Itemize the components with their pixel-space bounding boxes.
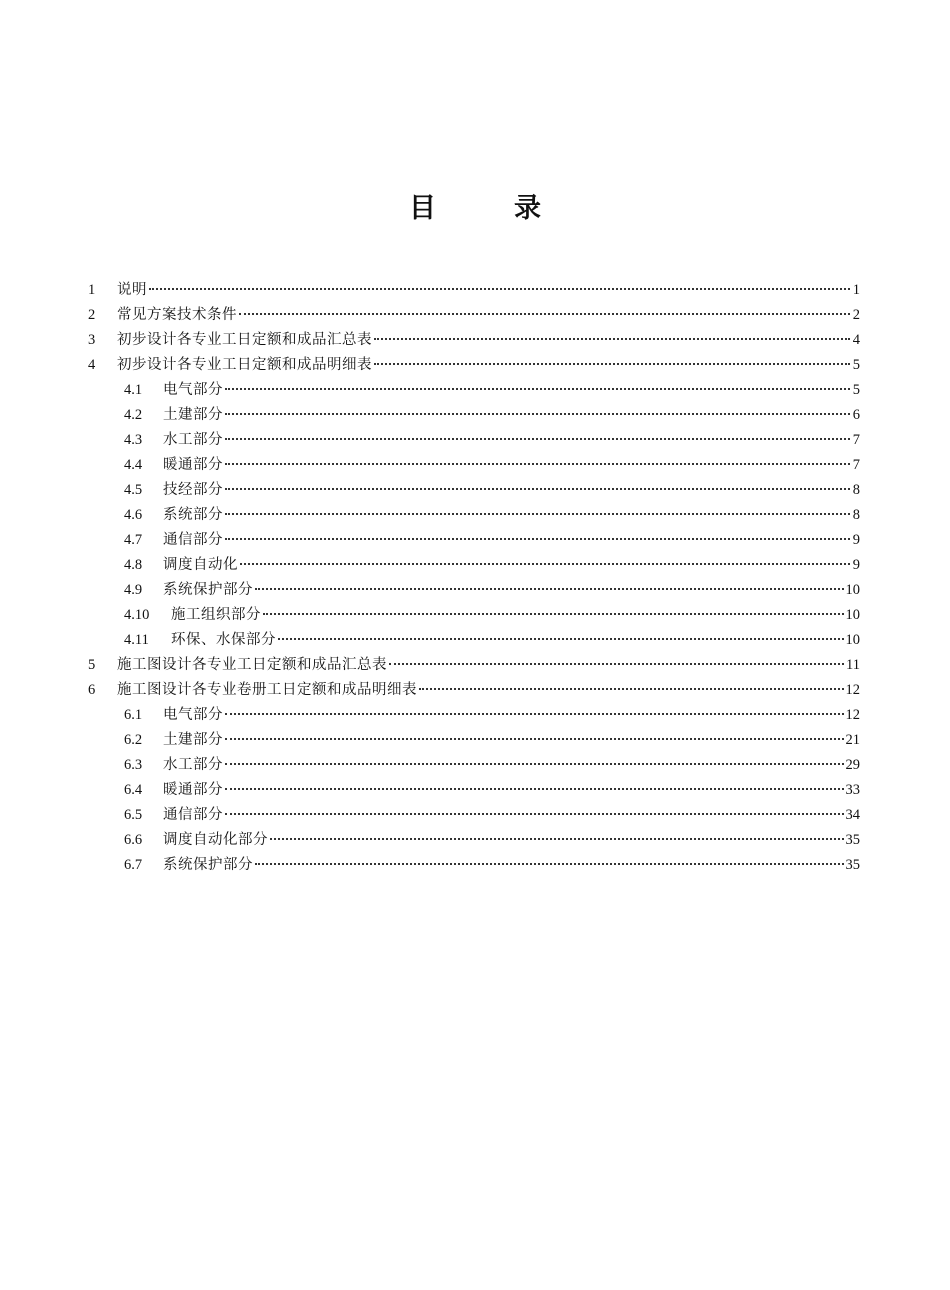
- toc-entry-page-number: 2: [852, 307, 860, 323]
- toc-entry-number: 6.6: [124, 832, 143, 848]
- toc-entry-label: 系统保护部分: [163, 857, 253, 873]
- toc-entry[interactable]: [88, 528, 860, 553]
- toc-leader-dots: [225, 413, 850, 415]
- toc-leader-dots: [389, 663, 844, 665]
- toc-entry-number: 6.4: [124, 782, 143, 798]
- toc-entry-page-number: 11: [846, 657, 860, 673]
- toc-entry[interactable]: [88, 578, 860, 603]
- toc-entry[interactable]: [88, 828, 860, 853]
- toc-leader-dots: [225, 538, 850, 540]
- toc-leader-dots: [225, 763, 844, 765]
- toc-entry-page-number: 33: [845, 782, 860, 798]
- toc-entry-number: 6.3: [124, 757, 143, 773]
- toc-entry-label: 土建部分: [163, 407, 223, 423]
- toc-entry[interactable]: [88, 853, 860, 878]
- toc-entry[interactable]: [88, 278, 860, 303]
- toc-entry[interactable]: [88, 328, 860, 353]
- toc-leader-dots: [374, 363, 850, 365]
- toc-leader-dots: [270, 838, 844, 840]
- toc-entry-label: 暖通部分: [163, 457, 223, 473]
- toc-entry[interactable]: [88, 728, 860, 753]
- toc-leader-dots: [239, 313, 850, 315]
- toc-entry-label: 水工部分: [163, 432, 223, 448]
- toc-entry-number: 4.7: [124, 532, 143, 548]
- toc-entry-label: 常见方案技术条件: [117, 307, 237, 323]
- toc-entry-page-number: 12: [845, 682, 860, 698]
- toc-leader-dots: [374, 338, 850, 340]
- toc-leader-dots: [225, 488, 850, 490]
- toc-entry-page-number: 5: [852, 382, 860, 398]
- toc-entry-label: 施工图设计各专业工日定额和成品汇总表: [117, 657, 387, 673]
- toc-entry[interactable]: [88, 353, 860, 378]
- toc-entry-label: 施工图设计各专业卷册工日定额和成品明细表: [117, 682, 417, 698]
- toc-entry-number: 4: [88, 357, 96, 373]
- toc-entry-page-number: 35: [845, 857, 860, 873]
- toc-leader-dots: [225, 438, 850, 440]
- toc-leader-dots: [419, 688, 844, 690]
- toc-entry[interactable]: [88, 428, 860, 453]
- toc-entry-label: 技经部分: [163, 482, 223, 498]
- toc-entry-number: 4.6: [124, 507, 143, 523]
- toc-entry-label: 电气部分: [163, 707, 223, 723]
- toc-entry-page-number: 35: [845, 832, 860, 848]
- toc-leader-dots: [225, 788, 844, 790]
- toc-leader-dots: [263, 613, 844, 615]
- toc-leader-dots: [225, 738, 844, 740]
- toc-entry-page-number: 9: [852, 557, 860, 573]
- toc-leader-dots: [278, 638, 844, 640]
- toc-entry[interactable]: [88, 778, 860, 803]
- table-of-contents: [88, 278, 860, 878]
- toc-entry[interactable]: [88, 628, 860, 653]
- page-title: [0, 186, 950, 225]
- toc-entry-page-number: 5: [852, 357, 860, 373]
- toc-entry-label: 暖通部分: [163, 782, 223, 798]
- toc-entry-page-number: 10: [845, 632, 860, 648]
- toc-entry-page-number: 7: [852, 432, 860, 448]
- toc-entry-label: 土建部分: [163, 732, 223, 748]
- toc-leader-dots: [225, 513, 850, 515]
- toc-entry-page-number: 6: [852, 407, 860, 423]
- toc-entry[interactable]: [88, 403, 860, 428]
- toc-leader-dots: [225, 463, 850, 465]
- toc-entry[interactable]: [88, 378, 860, 403]
- toc-entry-label: 系统保护部分: [163, 582, 253, 598]
- toc-entry[interactable]: [88, 753, 860, 778]
- toc-entry-label: 电气部分: [163, 382, 223, 398]
- toc-entry[interactable]: [88, 303, 860, 328]
- toc-entry-label: 说明: [117, 282, 147, 298]
- toc-entry-page-number: 8: [852, 482, 860, 498]
- toc-entry-number: 3: [88, 332, 96, 348]
- toc-entry[interactable]: [88, 653, 860, 678]
- toc-leader-dots: [255, 588, 844, 590]
- toc-entry-label: 系统部分: [163, 507, 223, 523]
- toc-entry-number: 4.1: [124, 382, 143, 398]
- toc-entry-label: 初步设计各专业工日定额和成品汇总表: [117, 332, 372, 348]
- toc-entry[interactable]: [88, 703, 860, 728]
- toc-entry[interactable]: [88, 453, 860, 478]
- toc-entry-page-number: 7: [852, 457, 860, 473]
- toc-leader-dots: [225, 388, 850, 390]
- toc-entry-number: 4.10: [124, 607, 150, 623]
- toc-entry-label: 调度自动化部分: [163, 832, 268, 848]
- toc-entry-number: 2: [88, 307, 96, 323]
- toc-entry-page-number: 4: [852, 332, 860, 348]
- toc-entry-page-number: 29: [845, 757, 860, 773]
- title-char-1: 目: [409, 193, 436, 224]
- toc-entry-label: 环保、水保部分: [171, 632, 276, 648]
- toc-entry-page-number: 1: [852, 282, 860, 298]
- toc-leader-dots: [240, 563, 850, 565]
- toc-entry-number: 4.8: [124, 557, 143, 573]
- toc-entry-number: 1: [88, 282, 96, 298]
- toc-entry[interactable]: [88, 503, 860, 528]
- toc-entry-number: 6.7: [124, 857, 143, 873]
- toc-entry-page-number: 9: [852, 532, 860, 548]
- toc-entry-number: 4.11: [124, 632, 149, 648]
- title-char-2: 录: [514, 193, 541, 224]
- toc-entry-number: 4.9: [124, 582, 143, 598]
- toc-entry-page-number: 21: [845, 732, 860, 748]
- toc-entry[interactable]: [88, 678, 860, 703]
- toc-entry[interactable]: [88, 478, 860, 503]
- toc-entry-label: 初步设计各专业工日定额和成品明细表: [117, 357, 372, 373]
- toc-entry-label: 施工组织部分: [171, 607, 261, 623]
- toc-leader-dots: [225, 813, 844, 815]
- toc-entry-number: 4.3: [124, 432, 143, 448]
- toc-entry-number: 6.1: [124, 707, 143, 723]
- toc-entry-number: 4.5: [124, 482, 143, 498]
- toc-entry-page-number: 34: [845, 807, 860, 823]
- toc-entry-label: 通信部分: [163, 807, 223, 823]
- toc-entry[interactable]: [88, 803, 860, 828]
- toc-entry-page-number: 10: [845, 582, 860, 598]
- toc-leader-dots: [149, 288, 850, 290]
- toc-entry-label: 调度自动化: [163, 557, 238, 573]
- toc-entry-page-number: 10: [845, 607, 860, 623]
- toc-entry-label: 水工部分: [163, 757, 223, 773]
- toc-entry-number: 6: [88, 682, 96, 698]
- toc-entry-page-number: 8: [852, 507, 860, 523]
- toc-entry-number: 5: [88, 657, 96, 673]
- toc-entry-number: 4.2: [124, 407, 143, 423]
- toc-leader-dots: [225, 713, 844, 715]
- toc-entry-number: 6.2: [124, 732, 143, 748]
- toc-entry-number: 6.5: [124, 807, 143, 823]
- toc-entry-label: 通信部分: [163, 532, 223, 548]
- toc-entry-page-number: 12: [845, 707, 860, 723]
- toc-entry[interactable]: [88, 603, 860, 628]
- toc-entry[interactable]: [88, 553, 860, 578]
- toc-leader-dots: [255, 863, 844, 865]
- toc-entry-number: 4.4: [124, 457, 143, 473]
